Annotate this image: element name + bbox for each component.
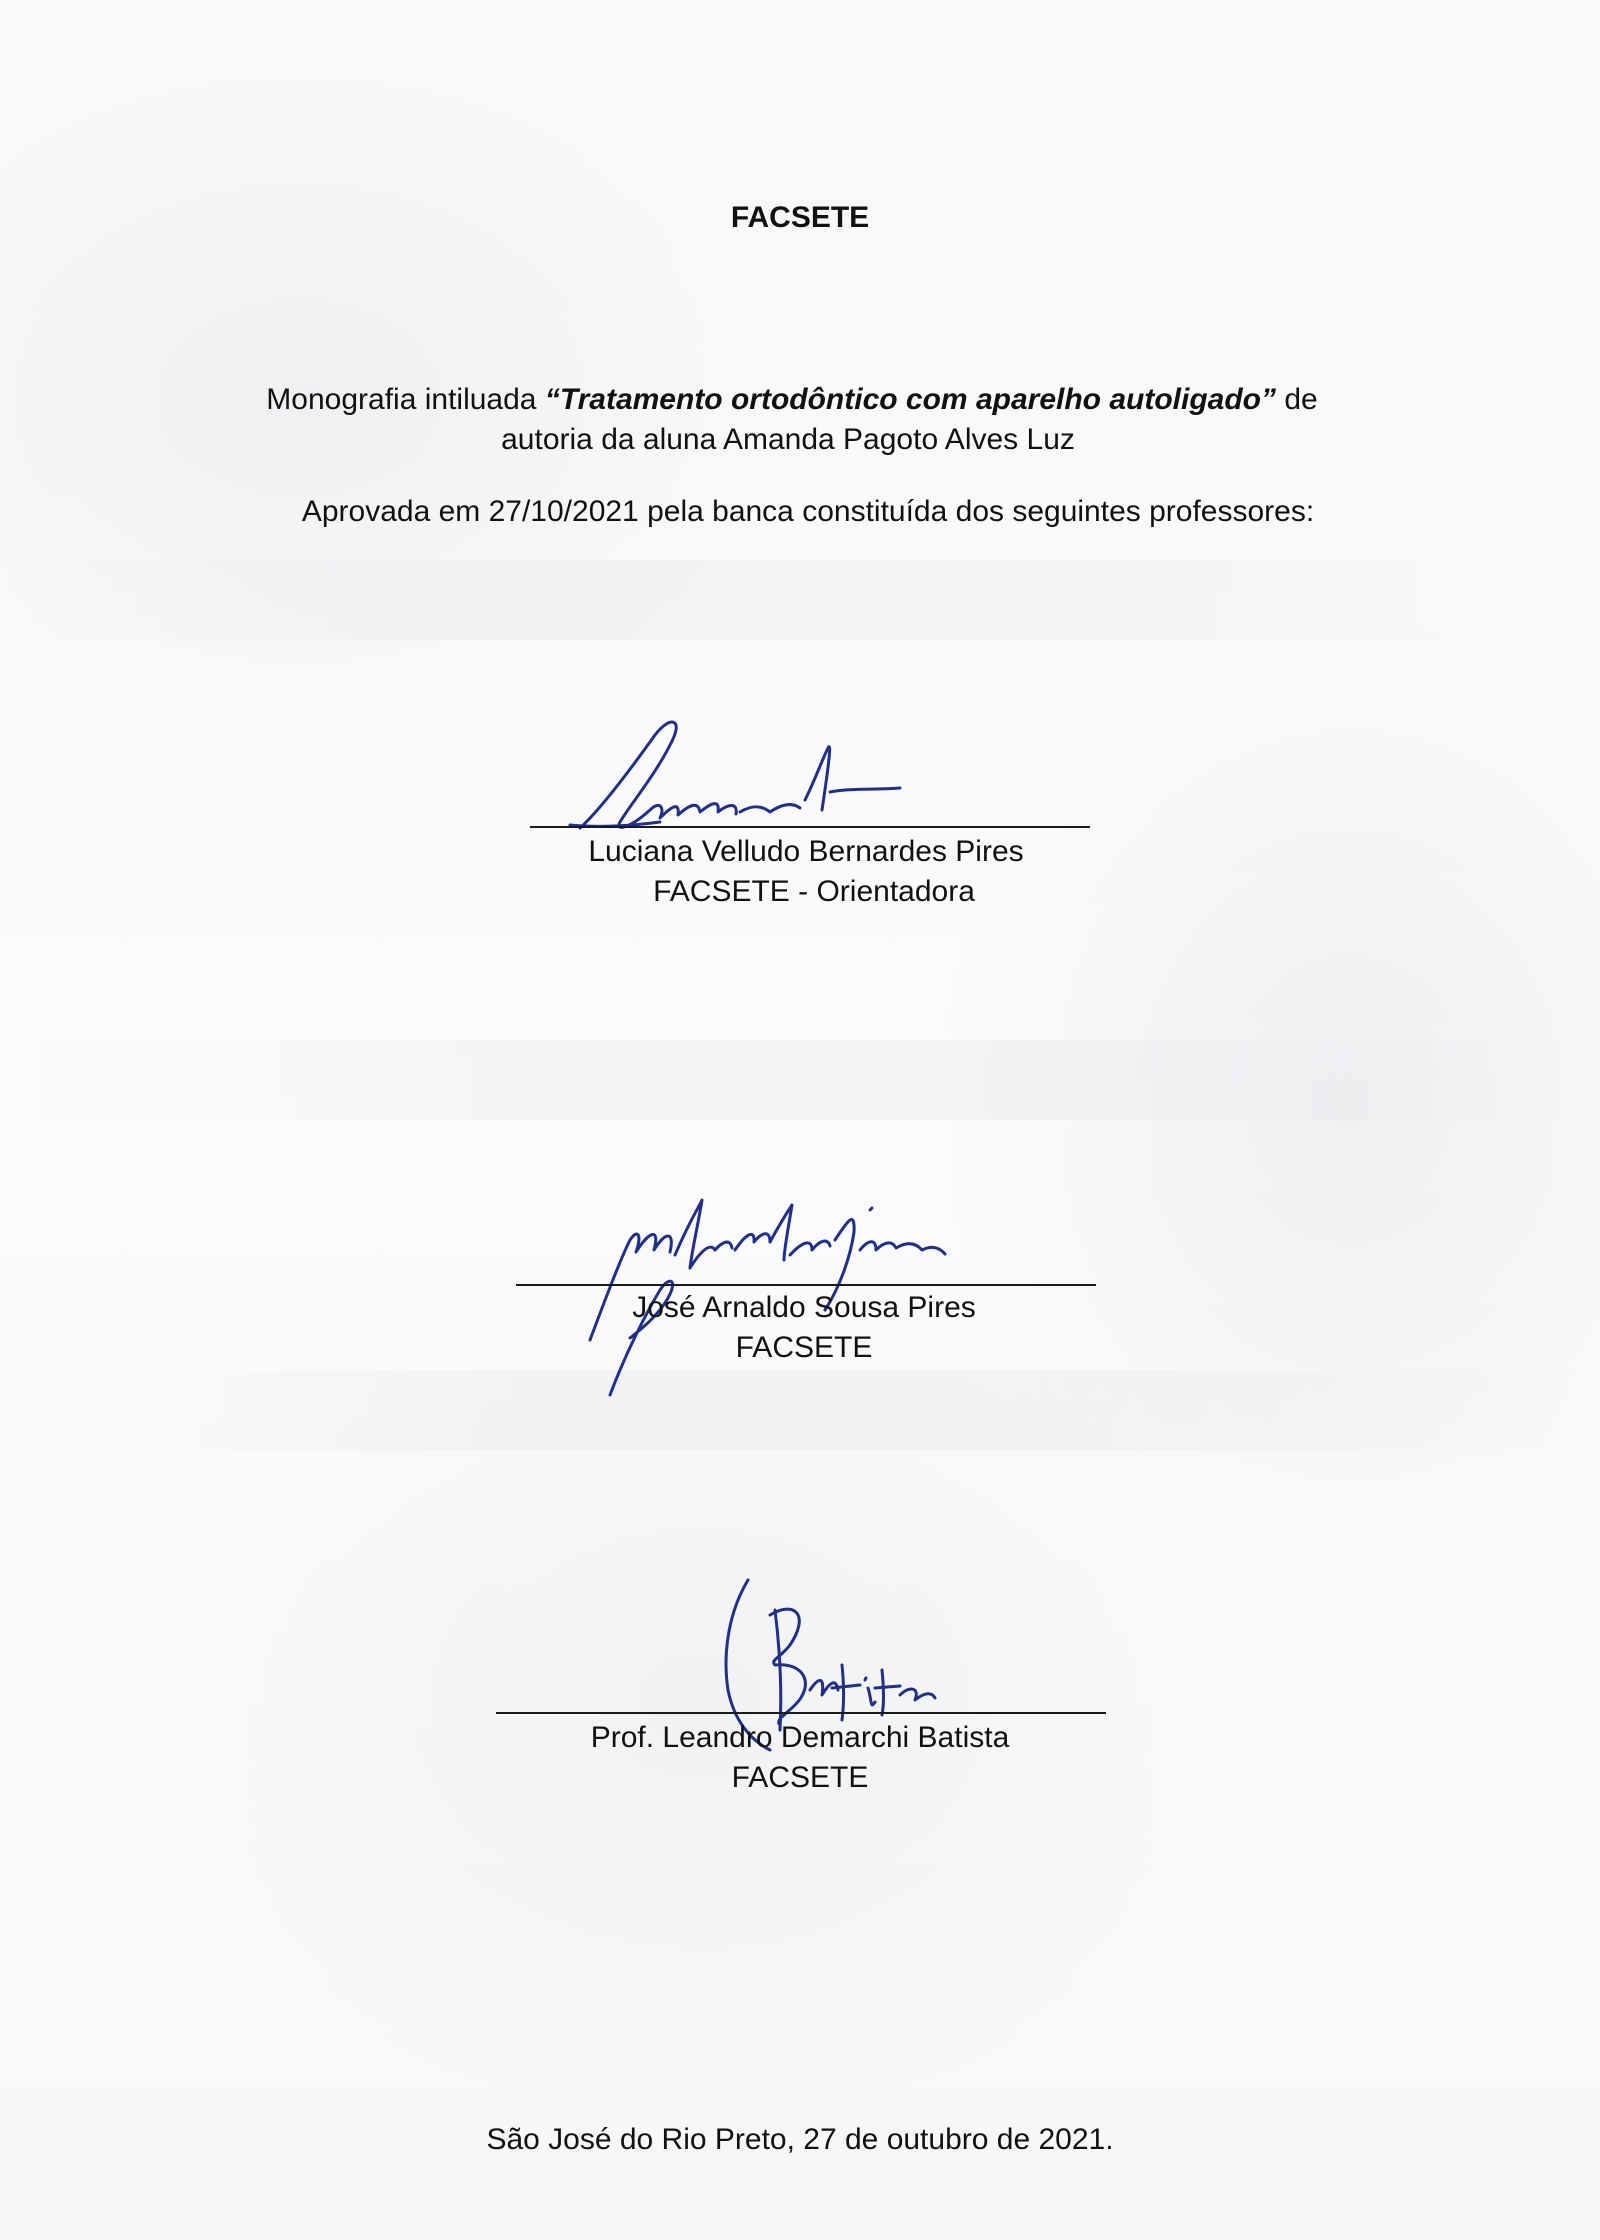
signatory-affiliation: FACSETE [735,1331,873,1364]
place-and-date: São José do Rio Preto, 27 de outubro de 2021. [486,2123,1114,2156]
signature-luciana [560,700,960,840]
signatory-name: Luciana Velludo Bernardes Pires [588,835,1024,868]
signature-line [530,826,1090,828]
monograph-prefix: Monografia intiluada [266,383,545,416]
signatory-name: Prof. Leandro Demarchi Batista [590,1721,1010,1754]
signature-line [516,1284,1096,1286]
show-through-shadow [0,560,1600,640]
monograph-author: autoria da aluna Amanda Pagoto Alves Luz [501,423,1075,456]
signature-line [496,1712,1106,1714]
show-through-shadow [0,1040,1600,1120]
monograph-suffix: de [1275,383,1318,416]
monograph-title: “Tratamento ortodôntico com aparelho autoligado” [544,383,1276,416]
signatory-affiliation: FACSETE [731,1761,869,1794]
institution-heading: FACSETE [730,201,870,234]
signatory-affiliation: FACSETE - Orientadora [653,875,975,908]
monograph-statement [0,380,1592,420]
approval-statement: Aprovada em 27/10/2021 pela banca constituída dos seguintes professores: [301,495,1315,528]
signatory-name: José Arnaldo Sousa Pires [632,1291,976,1324]
